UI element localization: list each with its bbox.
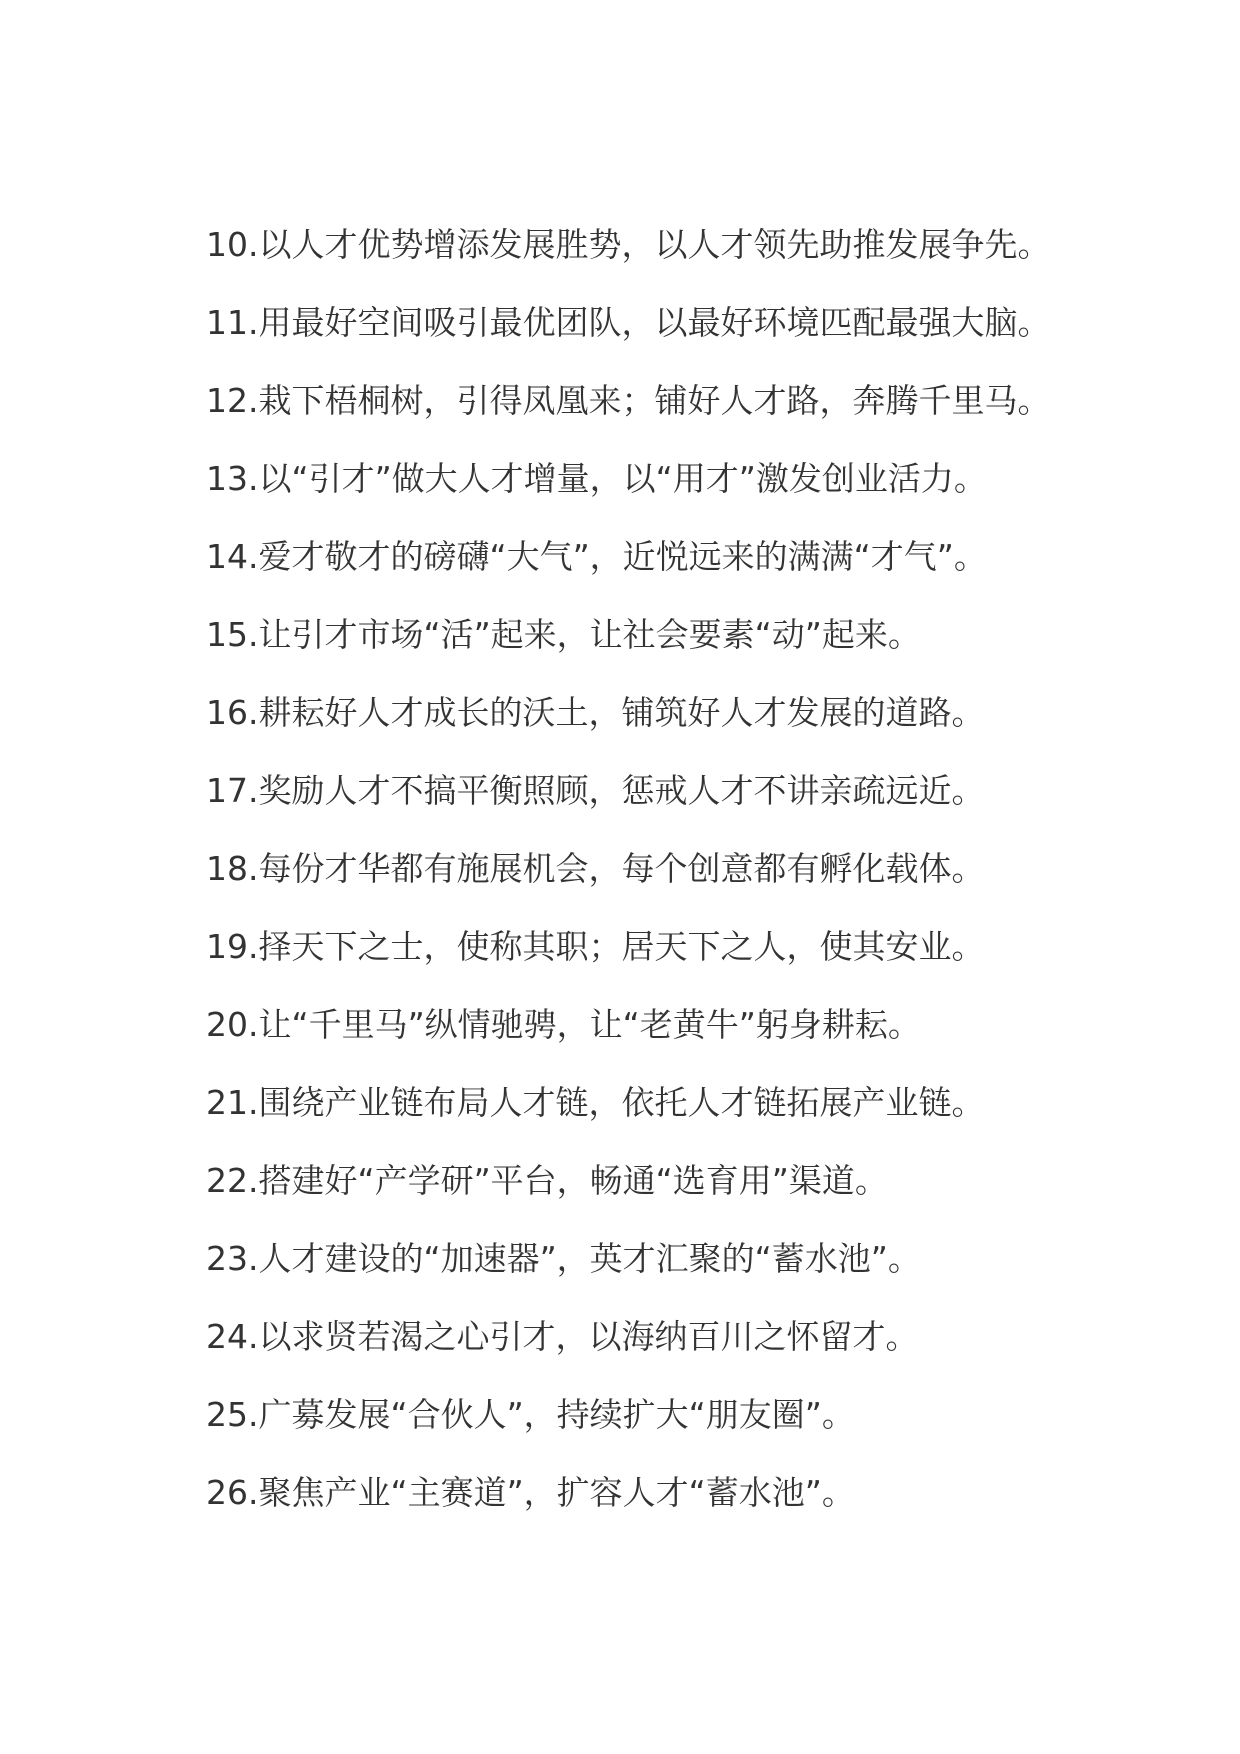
list-item: 18.每份才华都有施展机会，每个创意都有孵化载体。 <box>206 849 985 888</box>
list-item: 12.栽下梧桐树，引得凤凰来；铺好人才路，奔腾千里马。 <box>206 381 1051 420</box>
list-item: 22.搭建好“产学研”平台，畅通“选育用”渠道。 <box>206 1161 888 1200</box>
list-item: 25.广募发展“合伙人”，持续扩大“朋友圈”。 <box>206 1395 855 1434</box>
list-item: 17.奖励人才不搞平衡照顾，惩戒人才不讲亲疏远近。 <box>206 771 985 810</box>
list-item: 20.让“千里马”纵情驰骋，让“老黄牛”躬身耕耘。 <box>206 1005 921 1044</box>
list-item: 15.让引才市场“活”起来，让社会要素“动”起来。 <box>206 615 921 654</box>
list-item: 11.用最好空间吸引最优团队，以最好环境匹配最强大脑。 <box>206 303 1051 342</box>
list-item: 21.围绕产业链布局人才链，依托人才链拓展产业链。 <box>206 1083 985 1122</box>
numbered-list <box>206 206 1206 1532</box>
list-item: 14.爱才敬才的磅礴“大气”，近悦远来的满满“才气”。 <box>206 537 987 576</box>
list-item: 16.耕耘好人才成长的沃土，铺筑好人才发展的道路。 <box>206 693 985 732</box>
list-item: 10.以人才优势增添发展胜势，以人才领先助推发展争先。 <box>206 225 1051 264</box>
list-item: 13.以“引才”做大人才增量，以“用才”激发创业活力。 <box>206 459 987 498</box>
list-item: 19.择天下之士，使称其职；居天下之人，使其安业。 <box>206 927 985 966</box>
list-item: 24.以求贤若渴之心引才，以海纳百川之怀留才。 <box>206 1317 919 1356</box>
list-item: 23.人才建设的“加速器”，英才汇聚的“蓄水池”。 <box>206 1239 921 1278</box>
list-item: 26.聚焦产业“主赛道”，扩容人才“蓄水池”。 <box>206 1473 855 1512</box>
